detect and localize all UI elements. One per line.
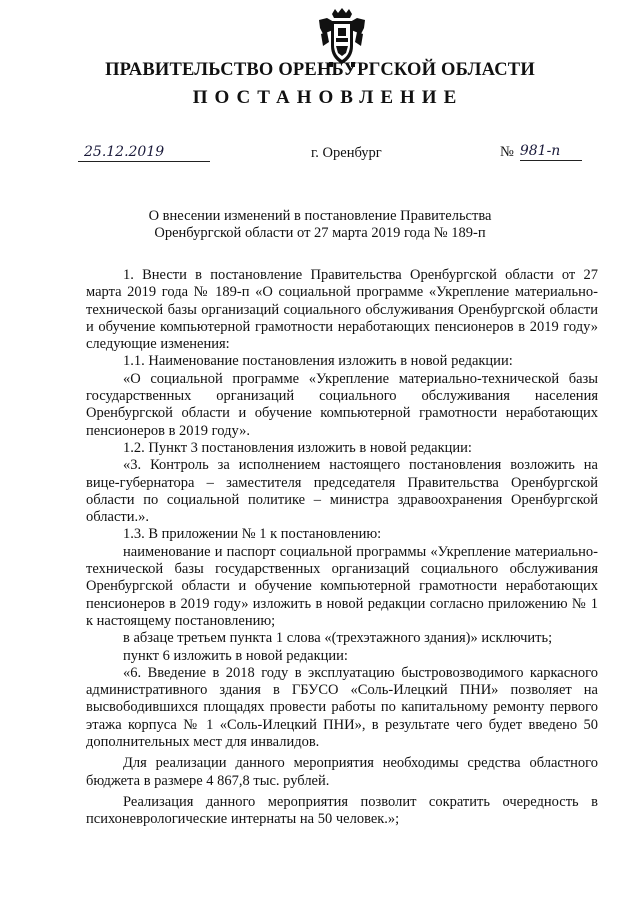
document-number [500, 142, 582, 161]
paragraph: в абзаце третьем пункта 1 слова «(трехэтажного здания)» исключить; [123, 630, 553, 647]
number-value: 981-п [520, 142, 582, 161]
paragraph: «3. Контроль за исполнением настоящего постановления возложить на вице-губернатора – заместителя председателя Правительства Оренбургской области по социальной политике – министра здравоохранения Оренбургской области.». [86, 457, 598, 526]
paragraph: наименование и паспорт социальной программы «Укрепление материально-технической базы государственных организаций социального обслуживания Оренбургской области и обучение компьютерной грамотности неработающих пенсионеров в 2019 году» изложить в новой редакции согласно приложению № 1 к настоящему постановлению; [86, 543, 598, 629]
document-date: 25.12.2019 [78, 143, 210, 162]
subject-line: Оренбургской области от 27 марта 2019 года № 189-п [154, 225, 486, 241]
document-city: г. Оренбург [311, 145, 382, 161]
subject-line: О внесении изменений в постановление Правительства [148, 208, 492, 224]
paragraph: пункт 6 изложить в новой редакции: [123, 647, 348, 664]
number-label: № [500, 144, 514, 160]
paragraph: 1.3. В приложении № 1 к постановлению: [123, 526, 382, 543]
document-subject [0, 208, 640, 242]
paragraph: Реализация данного мероприятия позволит сократить очередность в психоневрологические интернаты на 50 человек.»; [86, 793, 598, 828]
paragraph: Для реализации данного мероприятия необходимы средства областного бюджета в размере 4 867,8 тыс. рублей. [86, 755, 598, 789]
paragraph: 1. Внести в постановление Правительства Оренбургской области от 27 марта 2019 года № 189-п «О социальной программе «Укрепление материально-технической базы организаций социального обслуживания Оренбургской области и обучение компьютерной грамотности неработающих пенсионеров в 2019 году» следующие изменения: [86, 267, 598, 353]
paragraph: 1.2. Пункт 3 постановления изложить в новой редакции: [123, 439, 472, 456]
document-type: ПОСТАНОВЛЕНИЕ [192, 87, 464, 108]
orenburg-coat-of-arms-icon [317, 8, 367, 68]
document-body [86, 267, 598, 829]
paragraph: «6. Введение в 2018 году в эксплуатацию быстровозводимого каркасного административного здания в ГБУСО «Соль-Илецкий ПНИ» позволяет на высвободившихся площадях провести работы по капитальному ремонту первого этажа корпуса № 1 «Соль-Илецкий ПНИ», в результате чего будет введено 50 дополнительных мест для инвалидов. [86, 664, 598, 751]
organization-title: ПРАВИТЕЛЬСТВО ОРЕНБУРГСКОЙ ОБЛАСТИ [105, 60, 535, 80]
paragraph: «О социальной программе «Укрепление материально-технической базы государственных организаций социального обслуживания населения Оренбургской области и обучение компьютерной грамотности неработающих пенсионеров в 2019 году». [86, 370, 598, 439]
paragraph: 1.1. Наименование постановления изложить в новой редакции: [123, 353, 513, 370]
